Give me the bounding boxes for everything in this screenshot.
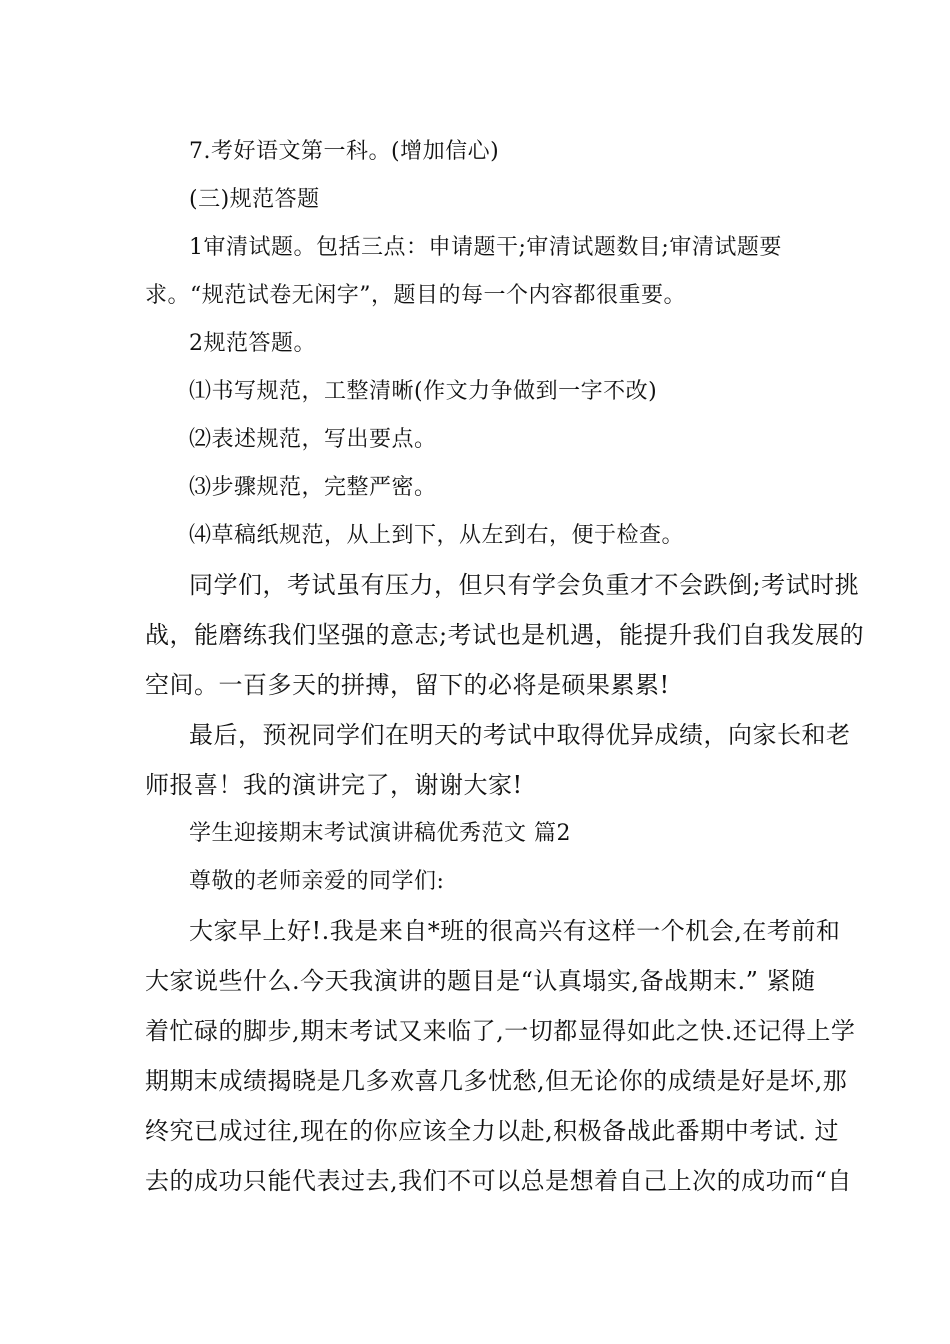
list-item-writing — [145, 368, 810, 416]
text-line: ⑷草稿纸规范，从上到下，从左到右，便于检查。 — [189, 523, 685, 548]
text-line: 空间。一百多天的拼搏，留下的必将是硕果累累! — [145, 671, 670, 699]
text-line: ⑶步骤规范，完整严密。 — [189, 475, 437, 500]
article-title-part-2 — [145, 810, 810, 858]
text-line: 2规范答题。 — [189, 331, 316, 356]
text-line: 战，能磨练我们坚强的意志;考试也是机遇，能提升我们自我发展的 — [145, 621, 865, 649]
text-line: 1审清试题。包括三点：申请题干;审清试题数目;审清试题要 — [189, 235, 782, 260]
text-line: 最后，预祝同学们在明天的考试中取得优异成绩，向家长和老 — [189, 721, 851, 749]
paragraph-speech-body — [145, 906, 856, 1206]
list-item-draft-paper — [145, 512, 810, 560]
document-body — [145, 128, 865, 1206]
text-line: 大家说些什么.今天我演讲的题目是“认真塌实,备战期末.” 紧随 — [145, 967, 816, 995]
text-line: 终究已成过往,现在的你应该全力以赴,积极备战此番期中考试. 过 — [145, 1117, 840, 1145]
text-line: 大家早上好!.我是来自*班的很高兴有这样一个机会,在考前和 — [189, 917, 841, 945]
text-line: 学生迎接期末考试演讲稿优秀范文 篇2 — [189, 821, 571, 846]
paragraph-review-questions — [145, 224, 810, 320]
list-item-steps — [145, 464, 810, 512]
text-line: ⑴书写规范，工整清晰(作文力争做到一字不改) — [189, 379, 658, 404]
list-item-expression — [145, 416, 810, 464]
paragraph-classmates — [145, 560, 865, 710]
paragraph-standard-answering — [145, 320, 810, 368]
text-line: 去的成功只能代表过去,我们不可以总是想着自己上次的成功而“自 — [145, 1167, 852, 1195]
text-line: 求。“规范试卷无闲字”，题目的每一个内容都很重要。 — [145, 283, 686, 308]
greeting-line — [145, 858, 810, 906]
text-line: (三)规范答题 — [189, 187, 320, 212]
text-line: 同学们，考试虽有压力，但只有学会负重才不会跌倒;考试时挑 — [189, 571, 860, 599]
paragraph-finally — [145, 710, 851, 810]
text-line: 着忙碌的脚步,期末考试又来临了,一切都显得如此之快.还记得上学 — [145, 1017, 856, 1045]
text-line: 尊敬的老师亲爱的同学们: — [189, 869, 445, 894]
paragraph-item-7 — [145, 128, 810, 176]
text-line: 7.考好语文第一科。(增加信心) — [189, 139, 500, 164]
section-heading-standard-answering — [145, 176, 810, 224]
text-line: 期期末成绩揭晓是几多欢喜几多忧愁,但无论你的成绩是好是坏,那 — [145, 1067, 848, 1095]
text-line: ⑵表述规范，写出要点。 — [189, 427, 437, 452]
text-line: 师报喜！我的演讲完了，谢谢大家! — [145, 771, 523, 799]
